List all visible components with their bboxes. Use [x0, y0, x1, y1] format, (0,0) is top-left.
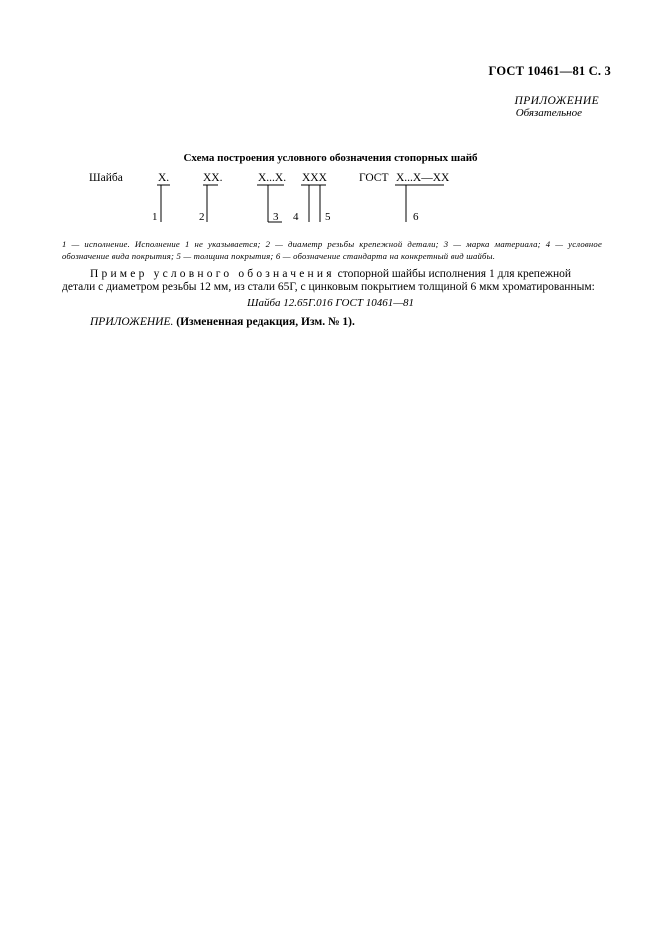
schema-number-3: 3: [273, 211, 279, 223]
example-designation: Шайба 12.65Г.016 ГОСТ 10461—81: [247, 297, 414, 309]
schema-token-gost: ГОСТ: [359, 172, 389, 184]
schema-token-2: ХХ.: [203, 172, 223, 184]
schema-title: Схема построения условного обозначения стопорных шайб: [183, 152, 478, 164]
schema-number-4: 4: [293, 211, 299, 223]
page-header: ГОСТ 10461—81 С. 3: [488, 64, 611, 78]
example-text: стопорной шайбы исполнения 1 для крепежной детали с диаметром резьбы 12 мм, из стали 65Г, с цинковым покрытием толщиной 6 мкм хроматированным:: [62, 268, 595, 293]
schema-number-5: 5: [325, 211, 331, 223]
schema-token-1: Х.: [158, 172, 170, 184]
example-paragraph: [62, 268, 602, 294]
appendix-status: Обязательное: [515, 107, 582, 119]
schema-token-4: ХХХ: [302, 172, 327, 184]
schema-legend: 1 — исполнение. Исполнение 1 не указывается; 2 — диаметр резьбы крепежной детали; 3 — марка материала; 4 — условное обозначение вида покрытия; 5 — толщина покрытия; 6 — обозначение стандарта на конкретный вид шайбы.: [62, 239, 603, 261]
revision-label: ПРИЛОЖЕНИЕ.: [90, 316, 174, 328]
schema-token-3: Х...Х.: [258, 172, 287, 184]
schema-number-2: 2: [199, 211, 205, 223]
appendix-label: ПРИЛОЖЕНИЕ: [514, 95, 599, 107]
revision-text: (Измененная редакция, Изм. № 1).: [173, 316, 355, 328]
schema-prefix: Шайба: [89, 172, 123, 184]
example-lead: Пример условного обозначения: [90, 268, 335, 280]
schema-token-6: Х...Х—ХХ: [396, 172, 450, 184]
schema-number-1: 1: [152, 211, 158, 223]
revision-note: [90, 316, 355, 328]
schema-number-6: 6: [413, 211, 419, 223]
